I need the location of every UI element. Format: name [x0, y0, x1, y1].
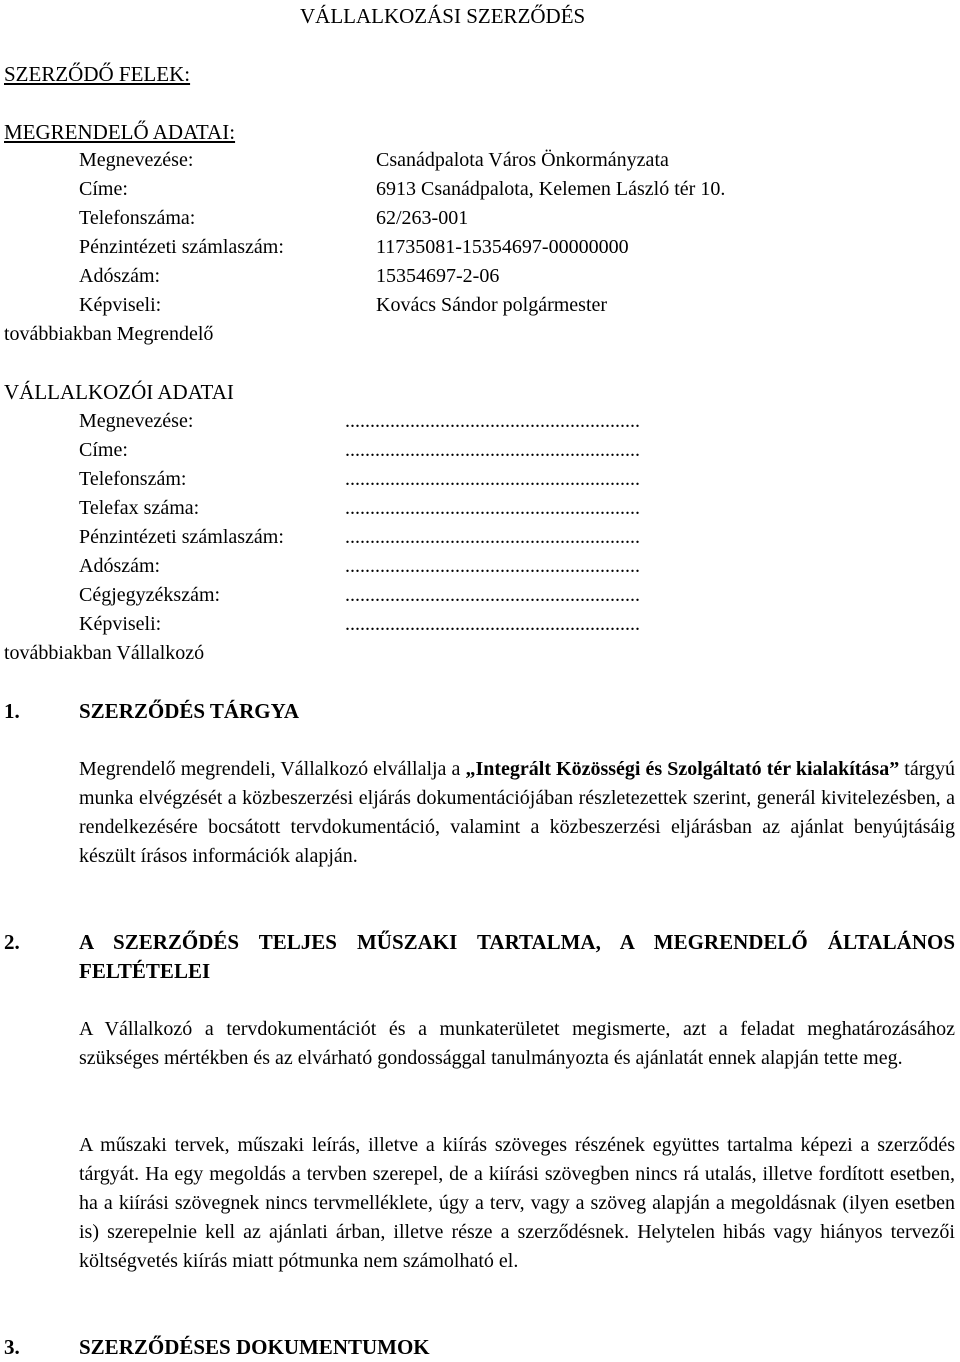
- contractor-bank-label: Pénzintézeti számlaszám:: [79, 526, 284, 548]
- contractor-footer: továbbiakban Vállalkozó: [4, 642, 205, 664]
- contractor-registry-label: Cégjegyzékszám:: [79, 584, 221, 606]
- document-title: VÁLLALKOZÁSI SZERZŐDÉS: [300, 4, 586, 28]
- section1-number: 1.: [4, 699, 20, 723]
- customer-rep-label: Képviseli:: [79, 294, 162, 316]
- contractor-tax-label: Adószám:: [79, 555, 161, 577]
- customer-tax-label: Adószám:: [79, 265, 161, 287]
- customer-rep-value: Kovács Sándor polgármester: [376, 294, 608, 316]
- section2-title: A SZERZŐDÉS TELJES MŰSZAKI TARTALMA, A MEGRENDELŐ ÁLTALÁNOS FELTÉTELEI: [79, 930, 955, 983]
- contractor-address-label: Címe:: [79, 439, 128, 461]
- customer-footer: továbbiakban Megrendelő: [4, 323, 214, 345]
- parties-label: SZERZŐDŐ FELEK:: [4, 62, 191, 86]
- contractor-rep-field: ...........................................................: [345, 613, 640, 635]
- section3-heading: [4, 1333, 430, 1362]
- customer-heading: MEGRENDELŐ ADATAI:: [4, 120, 236, 144]
- section1-title: SZERZŐDÉS TÁRGYA: [79, 699, 299, 723]
- section2-number: 2.: [4, 930, 20, 954]
- contractor-address-field: ...........................................................: [345, 439, 640, 461]
- customer-address-value: 6913 Csanádpalota, Kelemen László tér 10.: [376, 178, 726, 200]
- customer-address-label: Címe:: [79, 178, 128, 200]
- contractor-phone-field: ...........................................................: [345, 468, 640, 490]
- section1-text-end: tárgyú munka elvégzését a közbeszerzési eljárás dokumentációjában részletezettek szerint, generál kivitelezésben, a rendelkezésére bocsátott tervdokumentáció, valamint a közbeszerzési eljárásban az ajánlat benyújtásáig készült írásos információk alapján.: [79, 758, 955, 867]
- customer-name-label: Megnevezése:: [79, 149, 194, 171]
- customer-bank-label: Pénzintézeti számlaszám:: [79, 236, 284, 258]
- section3-title: SZERZŐDÉSES DOKUMENTUMOK: [79, 1335, 430, 1359]
- contractor-tax-field: ...........................................................: [345, 555, 640, 577]
- customer-tax-value: 15354697-2-06: [376, 265, 500, 287]
- contractor-heading: VÁLLALKOZÓI ADATAI: [4, 380, 234, 404]
- contractor-phone-label: Telefonszám:: [79, 468, 187, 490]
- contractor-registry-field: ...........................................................: [345, 584, 640, 606]
- contractor-name-label: Megnevezése:: [79, 410, 194, 432]
- section2-heading: [4, 928, 955, 986]
- section1-text-start: Megrendelő megrendeli, Vállalkozó elvállalja a: [79, 758, 466, 780]
- section2-paragraph-1: A Vállalkozó a tervdokumentációt és a munkaterületet megismerte, azt a feladat meghatározásához szükséges mértékben és az elvárható gondossággal tanulmányozta és ajánlatát ennek alapján tette meg.: [79, 1018, 955, 1069]
- contractor-bank-field: ...........................................................: [345, 526, 640, 548]
- section1-heading: [4, 697, 299, 726]
- section1-paragraph: [79, 755, 955, 871]
- contractor-rep-label: Képviseli:: [79, 613, 162, 635]
- customer-bank-value: 11735081-15354697-00000000: [376, 236, 629, 258]
- customer-name-value: Csanádpalota Város Önkormányzata: [376, 149, 669, 171]
- section2-paragraph-2: A műszaki tervek, műszaki leírás, illetve a kiírás szöveges részének együttes tartalma képezi a szerződés tárgyát. Ha egy megoldás a tervben szerepel, de a kiírási szövegben nincs rá utalás, illetve fordított esetben, ha a kiírási szövegnek nincs tervmelléklete, úgy a terv, vagy a szöveg alapján a megoldásnak (ilyen esetben is) szerepelnie kell az ajánlati árban, illetve része a szerződésnek. Helytelen hibás vagy hiányos tervezői költségvetés kiírás miatt pótmunka nem számolható el.: [79, 1134, 955, 1272]
- section3-number: 3.: [4, 1335, 20, 1359]
- contractor-fax-field: ...........................................................: [345, 497, 640, 519]
- contractor-name-field: ...........................................................: [345, 410, 640, 432]
- customer-phone-value: 62/263-001: [376, 207, 469, 229]
- contractor-fax-label: Telefax száma:: [79, 497, 200, 519]
- project-name: „Integrált Közösségi és Szolgáltató tér kialakítása”: [465, 758, 900, 780]
- customer-phone-label: Telefonszáma:: [79, 207, 196, 229]
